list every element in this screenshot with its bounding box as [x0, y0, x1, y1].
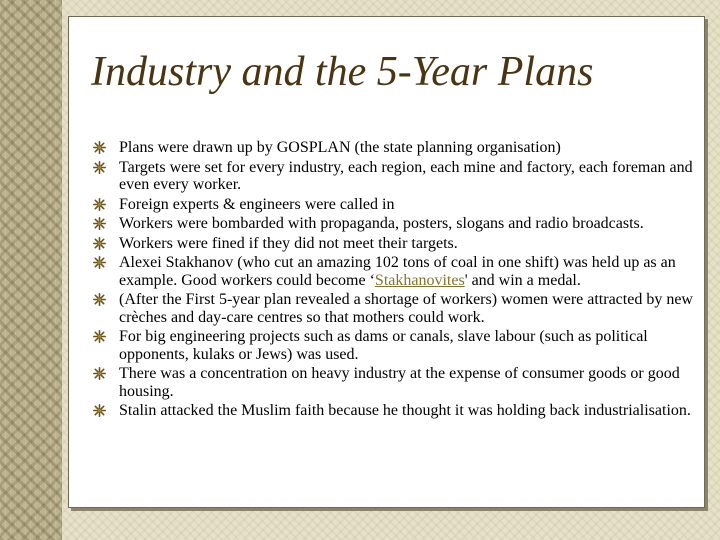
slide-title: Industry and the 5-Year Plans	[91, 49, 594, 95]
bullet-text: Plans were drawn up by GOSPLAN (the state planning organisation)	[119, 139, 561, 156]
bullet-text-after-link: ' and win a medal.	[464, 271, 581, 289]
asterisk-ornament-icon	[93, 330, 106, 343]
bullet-text: For big engineering projects such as dams or canals, slave labour (such as political opponents, kulaks or Jews) was used.	[119, 328, 648, 363]
bullet-item	[93, 139, 693, 157]
asterisk-ornament-icon	[93, 198, 106, 211]
asterisk-ornament-icon	[93, 367, 106, 380]
asterisk-ornament-icon	[93, 217, 106, 230]
bullet-text-before-link: Alexei Stakhanov (who cut an amazing 102 tons of coal in one shift) was held up as an example. Good workers could become ‘	[119, 254, 676, 289]
asterisk-ornament-icon	[93, 161, 106, 174]
bullet-item	[93, 365, 693, 400]
asterisk-ornament-icon	[93, 141, 106, 154]
bullet-text: (After the First 5-year plan revealed a shortage of workers) women were attracted by new crèches and day-care centres so that mothers could work.	[119, 291, 693, 326]
asterisk-ornament-icon	[93, 237, 106, 250]
bullet-item	[93, 196, 693, 214]
asterisk-ornament-icon	[93, 256, 106, 269]
bullet-item	[93, 159, 693, 194]
bullet-text: Targets were set for every industry, each region, each mine and factory, each foreman and even every worker.	[119, 158, 693, 193]
bullet-text: Workers were fined if they did not meet their targets.	[119, 234, 458, 252]
slide-frame	[68, 16, 705, 508]
bullet-item	[93, 235, 693, 253]
bullet-item	[93, 402, 693, 420]
asterisk-ornament-icon	[93, 293, 106, 306]
bullet-item	[93, 328, 693, 363]
stakhanovites-link[interactable]: Stakhanovites	[374, 271, 465, 289]
bullet-item	[93, 254, 693, 289]
bullet-list	[93, 139, 693, 422]
bullet-text: Stalin attacked the Muslim faith because he thought it was holding back industrialisation.	[119, 402, 691, 419]
asterisk-ornament-icon	[93, 404, 106, 417]
bullet-text: There was a concentration on heavy industry at the expense of consumer goods or good housing.	[119, 365, 680, 400]
decorative-side-strip	[0, 0, 62, 540]
bullet-item	[93, 291, 693, 326]
bullet-text: Workers were bombarded with propaganda, posters, slogans and radio broadcasts.	[119, 215, 644, 232]
bullet-text: Foreign experts & engineers were called in	[119, 195, 395, 213]
bullet-item	[93, 215, 693, 233]
